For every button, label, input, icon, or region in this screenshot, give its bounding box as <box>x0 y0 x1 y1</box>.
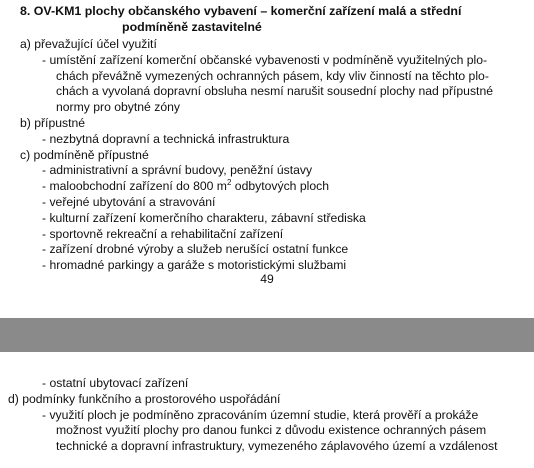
section-heading-line-2: podmíněně zastavitelné <box>122 20 262 34</box>
superscript: 2 <box>226 178 232 188</box>
document-page-bottom <box>0 352 534 468</box>
section-body <box>20 37 518 274</box>
subsection-a-item-line-1: - umístění zařízení komerční občanské vybavenosti v podmíněně využitelných plo- <box>42 52 488 67</box>
section-body-continued <box>8 376 518 455</box>
subsection-a-item-line-4: normy pro obytné zóny <box>56 100 180 115</box>
subsection-d-item-line-1: - využití ploch je podmíněno zpracováním územní studie, která prověří a prokáže <box>42 407 479 422</box>
page-separator <box>0 318 534 352</box>
subsection-a-item-line-3: chách a vyvolaná dopravní obsluha nesmí narušit sousední plochy nad přípustné <box>56 84 493 99</box>
subsection-c-item-text: - maloobchodní zařízení do 800 m <box>42 179 227 194</box>
subsection-c-item: - administrativní a správní budovy, peněžní ústavy <box>42 163 313 178</box>
subsection-c-item: - zařízení drobné výroby a služeb nerušící ostatní funkce <box>42 242 349 257</box>
section-heading <box>20 3 461 35</box>
subsection-d-item-line-3: technické a dopravní infrastruktury, vymezeného záplavového území a vzdálenost <box>56 439 498 454</box>
subsection-c-item: - hromadné parkingy a garáže s motoristickými službami <box>42 258 347 273</box>
subsection-c-item: - veřejné ubytování a stravování <box>42 194 216 209</box>
subsection-c-item: - sportovně rekreační a rehabilitační zařízení <box>42 226 284 241</box>
subsection-c-item <box>20 179 518 195</box>
subsection-c-item: - kulturní zařízení komerčního charakteru, zábavní střediska <box>42 210 366 225</box>
subsection-b-label: b) přípustné <box>20 115 86 130</box>
subsection-a-item-line-2: chách převážně vymezených ochranných pásem, kdy vliv činností na těchto plo- <box>56 68 489 83</box>
subsection-a-label: a) převažující účel využití <box>20 37 157 51</box>
subsection-d-item-line-2: možnost využití plochy pro danou funkci z důvodu existence ochranných pásem <box>56 423 487 438</box>
subsection-b-item: - nezbytná dopravní a technická infrastruktura <box>42 131 290 146</box>
subsection-c-item: - ostatní ubytovací zařízení <box>42 376 189 390</box>
subsection-c-label: c) podmíněně přípustné <box>20 147 149 162</box>
subsection-d-label: d) podmínky funkčního a prostorového uspořádání <box>8 391 281 406</box>
subsection-c-item-suffix: odbytových ploch <box>231 179 329 194</box>
section-heading-line-1: 8. OV-KM1 plochy občanského vybavení – komerční zařízení malá a střední <box>20 4 462 18</box>
page-number: 49 <box>260 272 274 286</box>
